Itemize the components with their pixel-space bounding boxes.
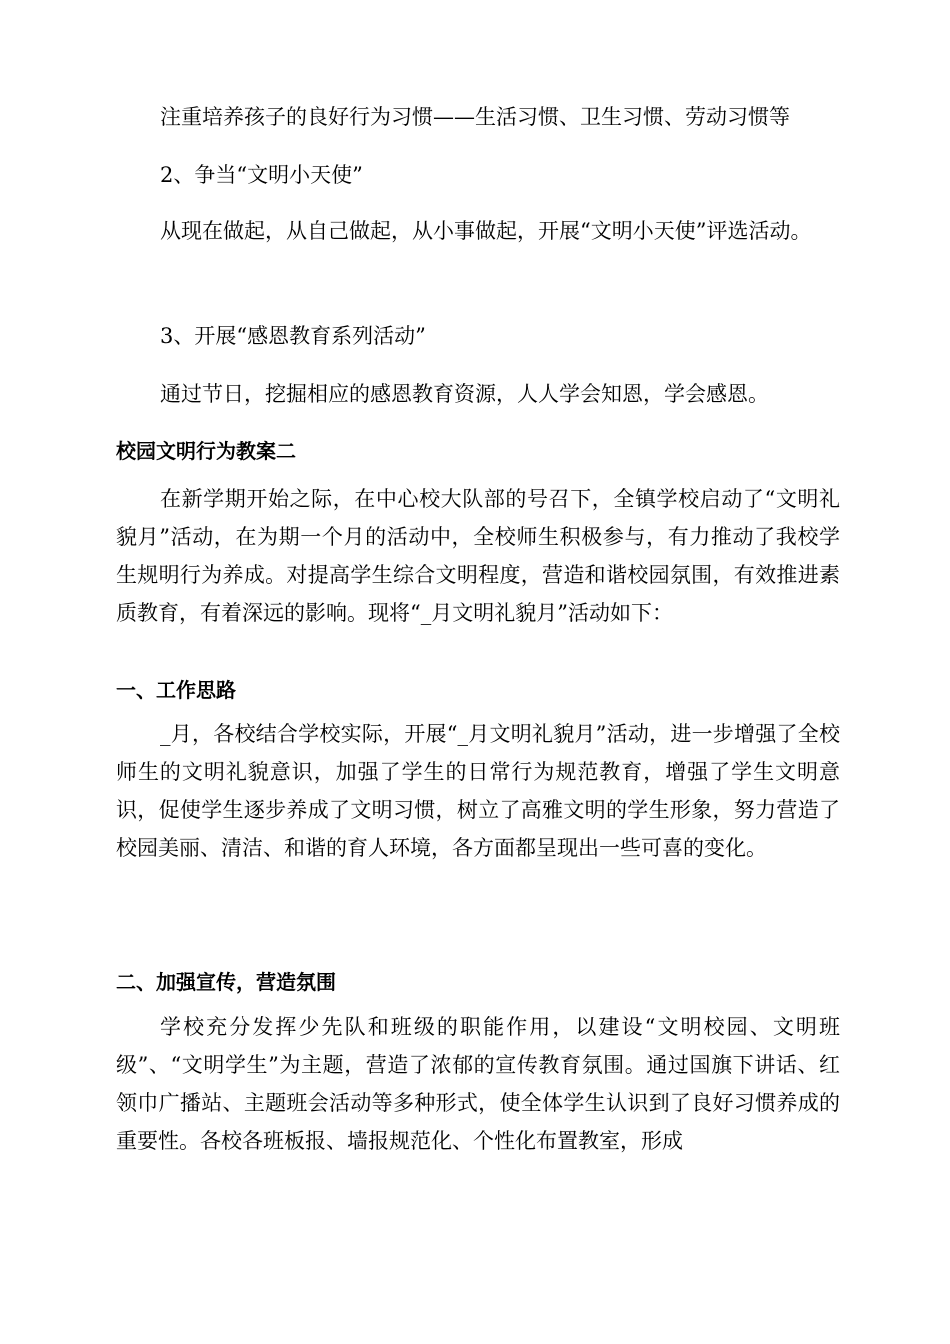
heading-publicity: 二、加强宣传，营造氛围: [116, 970, 336, 994]
item-2-body: 从现在做起，从自己做起，从小事做起，开展“文明小天使”评选活动。: [160, 219, 812, 243]
heading-work-approach: 一、工作思路: [116, 678, 236, 702]
item-3-body: 通过节日，挖掘相应的感恩教育资源，人人学会知恩，学会感恩。: [160, 382, 769, 406]
item-2-title: 2、争当“文明小天使”: [160, 163, 363, 187]
item-3-title: 3、开展“感恩教育系列活动”: [160, 324, 426, 348]
intro-paragraph: 在新学期开始之际，在中心校大队部的号召下，全镇学校启动了“文明礼貌月”活动，在为期一个月的活动中，全校师生积极参与，有力推动了我校学生规明行为养成。对提高学生综合文明程度，营造和谐校园氛围，有效推进素质教育，有着深远的影响。现将“_月文明礼貌月”活动如下：: [116, 487, 840, 625]
publicity-paragraph: 学校充分发挥少先队和班级的职能作用，以建设“文明校园、文明班级”、“文明学生”为主题，营造了浓郁的宣传教育氛围。通过国旗下讲话、红领巾广播站、主题班会活动等多种形式，使全体学生认识到了良好习惯养成的重要性。各校各班板报、墙报规范化、个性化布置教室，形成: [116, 1015, 840, 1153]
work-approach-paragraph: _月，各校结合学校实际，开展“_月文明礼貌月”活动，进一步增强了全校师生的文明礼貌意识，加强了学生的日常行为规范教育，增强了学生文明意识，促使学生逐步养成了文明习惯，树立了高雅文明的学生形象，努力营造了校园美丽、清洁、和谐的育人环境，各方面都呈现出一些可喜的变化。: [116, 722, 840, 860]
habits-paragraph: 注重培养孩子的良好行为习惯——生活习惯、卫生习惯、劳动习惯等: [160, 105, 790, 129]
section-title: 校园文明行为教案二: [116, 439, 296, 463]
